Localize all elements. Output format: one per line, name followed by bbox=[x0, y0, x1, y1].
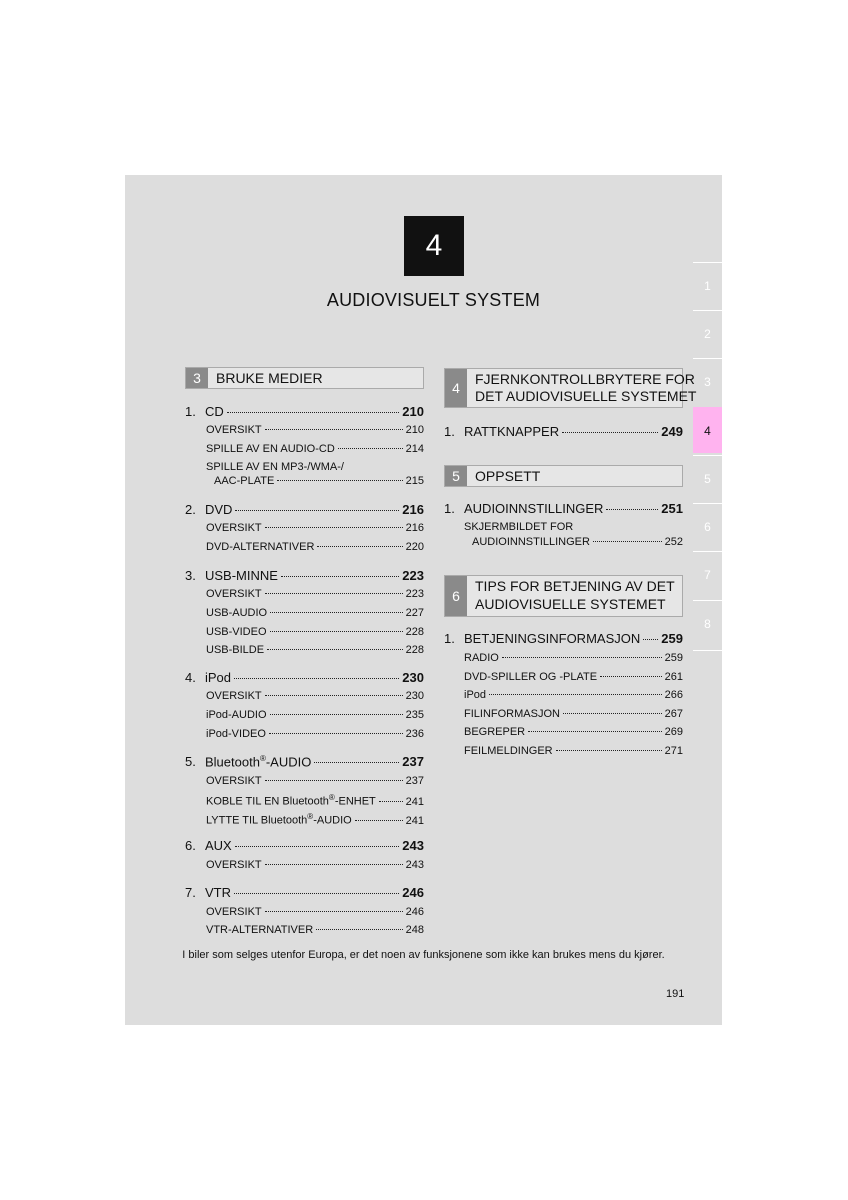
subentry-title: DVD-ALTERNATIVER bbox=[206, 541, 315, 553]
subentry-page: 267 bbox=[664, 708, 683, 720]
dot-leader bbox=[265, 593, 403, 594]
side-tab-6[interactable]: 6 bbox=[693, 503, 722, 549]
toc-subentry[interactable] bbox=[464, 745, 683, 757]
toc-subentry[interactable] bbox=[206, 522, 424, 534]
dot-leader bbox=[265, 695, 403, 696]
section-6-header bbox=[444, 575, 683, 617]
page-number: 191 bbox=[666, 988, 685, 1000]
entry-number: 5. bbox=[185, 754, 196, 770]
toc-entry-dvd[interactable] bbox=[185, 502, 424, 517]
subentry-title: OVERSIKT bbox=[206, 859, 262, 871]
dot-leader bbox=[562, 432, 658, 433]
section-5-header bbox=[444, 465, 683, 487]
subentry-page: 235 bbox=[405, 709, 424, 721]
dot-leader bbox=[265, 864, 403, 865]
subentry-title bbox=[206, 793, 376, 808]
subentry-page: 248 bbox=[405, 924, 424, 936]
entry-number: 7. bbox=[185, 885, 196, 900]
section-label-line1: FJERNKONTROLLBRYTERE FOR bbox=[475, 371, 695, 387]
subentry-title: RADIO bbox=[464, 652, 499, 664]
subentry-title: OVERSIKT bbox=[206, 522, 262, 534]
dot-leader bbox=[265, 911, 403, 912]
subentry-title: iPod bbox=[464, 689, 487, 701]
subentry-page: 237 bbox=[405, 775, 424, 787]
section-number: 6 bbox=[445, 576, 467, 616]
subentry-page: 241 bbox=[405, 795, 424, 808]
side-tab-3[interactable]: 3 bbox=[693, 358, 722, 404]
subentry-page: 228 bbox=[405, 626, 424, 638]
entry-page: 237 bbox=[402, 754, 424, 770]
subentry-page: 259 bbox=[664, 652, 683, 664]
entry-number: 1. bbox=[444, 424, 455, 439]
subentry-page: 271 bbox=[664, 745, 683, 757]
subentry-page: 246 bbox=[405, 906, 424, 918]
dot-leader bbox=[606, 509, 658, 510]
chapter-number-box: 4 bbox=[404, 216, 464, 276]
toc-subentry[interactable] bbox=[206, 709, 424, 721]
dot-leader bbox=[234, 678, 399, 679]
subentry-page: 228 bbox=[405, 644, 424, 656]
toc-subentry[interactable] bbox=[472, 536, 683, 548]
toc-entry-bluetooth[interactable] bbox=[185, 754, 424, 769]
dot-leader bbox=[316, 929, 402, 930]
subentry-title: iPod-VIDEO bbox=[206, 728, 266, 740]
subentry-page: 210 bbox=[405, 424, 424, 436]
subentry-page: 241 bbox=[405, 814, 424, 827]
dot-leader bbox=[593, 541, 662, 542]
subentry-page: 266 bbox=[664, 689, 683, 701]
dot-leader bbox=[281, 576, 399, 577]
toc-subentry[interactable] bbox=[206, 812, 424, 827]
toc-subentry[interactable] bbox=[464, 689, 683, 701]
entry-title: RATTKNAPPER bbox=[464, 424, 560, 439]
subentry-title: AAC-PLATE bbox=[214, 475, 275, 487]
toc-subentry[interactable] bbox=[464, 671, 683, 683]
entry-number: 2. bbox=[185, 502, 196, 517]
toc-subentry[interactable] bbox=[206, 424, 424, 436]
registered-mark: ® bbox=[259, 754, 266, 763]
dot-leader bbox=[643, 639, 658, 640]
entry-title bbox=[205, 754, 311, 769]
toc-subentry[interactable] bbox=[464, 708, 683, 720]
entry-number: 1. bbox=[185, 404, 196, 419]
subentry-title: AUDIOINNSTILLINGER bbox=[472, 536, 590, 548]
registered-mark: ® bbox=[328, 793, 335, 802]
subentry-title: OVERSIKT bbox=[206, 690, 262, 702]
dot-leader bbox=[234, 893, 399, 894]
entry-title: BETJENINGSINFORMASJON bbox=[464, 631, 641, 646]
subentry-title: SPILLE AV EN AUDIO-CD bbox=[206, 443, 335, 455]
toc-entry-audioinnstillinger[interactable] bbox=[444, 501, 683, 516]
toc-subentry[interactable] bbox=[206, 775, 424, 787]
toc-subentry[interactable] bbox=[206, 924, 424, 936]
dot-leader bbox=[600, 676, 662, 677]
section-label-line2: DET AUDIOVISUELLE SYSTEMET bbox=[475, 388, 697, 404]
toc-subentry[interactable] bbox=[206, 626, 424, 638]
subentry-page: 214 bbox=[405, 443, 424, 455]
dot-leader bbox=[563, 713, 662, 714]
side-tab-8[interactable]: 8 bbox=[693, 600, 722, 646]
entry-page: 230 bbox=[402, 670, 424, 685]
subentry-page: 216 bbox=[405, 522, 424, 534]
dot-leader bbox=[267, 649, 403, 650]
subentry-title-line1: SKJERMBILDET FOR bbox=[464, 521, 574, 533]
entry-title: AUDIOINNSTILLINGER bbox=[464, 501, 604, 516]
dot-leader bbox=[265, 527, 403, 528]
subentry-title: FEILMELDINGER bbox=[464, 745, 553, 757]
toc-entry-usb[interactable] bbox=[185, 568, 424, 583]
section-number: 4 bbox=[445, 369, 467, 407]
subentry-page: 223 bbox=[405, 588, 424, 600]
entry-page: 246 bbox=[402, 885, 424, 900]
entry-page: 249 bbox=[661, 424, 683, 439]
subentry-title: DVD-SPILLER OG -PLATE bbox=[464, 671, 598, 683]
subentry-page: 220 bbox=[405, 541, 424, 553]
dot-leader bbox=[265, 780, 403, 781]
side-tab-1[interactable]: 1 bbox=[693, 262, 722, 308]
side-tab-2[interactable]: 2 bbox=[693, 310, 722, 356]
subentry-page: 261 bbox=[664, 671, 683, 683]
toc-entry-rattknapper[interactable] bbox=[444, 424, 683, 439]
entry-page: 223 bbox=[402, 568, 424, 583]
subentry-title-part: KOBLE TIL EN Bluetooth bbox=[206, 795, 329, 808]
toc-subentry[interactable] bbox=[206, 728, 424, 740]
subentry-title: OVERSIKT bbox=[206, 906, 262, 918]
footnote: I biler som selges utenfor Europa, er det noen av funksjonene som ikke kan brukes mens du kjører. bbox=[182, 949, 665, 961]
toc-entry-aux[interactable] bbox=[185, 838, 424, 853]
subentry-title-part: -ENHET bbox=[334, 795, 376, 808]
entry-page: 243 bbox=[402, 838, 424, 853]
section-label-line1: TIPS FOR BETJENING AV DET bbox=[475, 578, 675, 594]
entry-number: 1. bbox=[444, 501, 455, 516]
dot-leader bbox=[314, 762, 399, 763]
entry-title-part: Bluetooth bbox=[205, 754, 260, 770]
subentry-page: 252 bbox=[664, 536, 683, 548]
toc-subentry[interactable] bbox=[206, 541, 424, 553]
subentry-page: 227 bbox=[405, 607, 424, 619]
entry-page: 216 bbox=[402, 502, 424, 517]
section-label-line2: AUDIOVISUELLE SYSTEMET bbox=[475, 596, 666, 612]
dot-leader bbox=[235, 846, 400, 847]
toc-subentry[interactable] bbox=[214, 475, 424, 487]
side-tab-5[interactable]: 5 bbox=[693, 455, 722, 501]
entry-number: 6. bbox=[185, 838, 196, 853]
entry-number: 1. bbox=[444, 631, 455, 646]
subentry-page: 243 bbox=[405, 859, 424, 871]
section-label: OPPSETT bbox=[475, 468, 541, 484]
section-label: BRUKE MEDIER bbox=[216, 370, 323, 386]
subentry-title: VTR-ALTERNATIVER bbox=[206, 924, 314, 936]
section-number: 5 bbox=[445, 466, 467, 486]
subentry-title bbox=[206, 812, 352, 827]
toc-subentry[interactable] bbox=[206, 443, 424, 455]
dot-leader bbox=[270, 631, 403, 632]
registered-mark: ® bbox=[307, 812, 314, 821]
dot-leader bbox=[270, 612, 403, 613]
entry-title: USB-MINNE bbox=[205, 568, 278, 583]
dot-leader bbox=[269, 733, 403, 734]
subentry-title: OVERSIKT bbox=[206, 775, 262, 787]
toc-subentry[interactable] bbox=[206, 690, 424, 702]
subentry-title: USB-AUDIO bbox=[206, 607, 268, 619]
toc-subentry[interactable] bbox=[206, 793, 424, 808]
entry-page: 251 bbox=[661, 501, 683, 516]
entry-title: DVD bbox=[205, 502, 233, 517]
dot-leader bbox=[338, 448, 403, 449]
subentry-title: FILINFORMASJON bbox=[464, 708, 560, 720]
toc-subentry[interactable] bbox=[206, 607, 424, 619]
entry-title: VTR bbox=[205, 885, 231, 900]
subentry-page: 215 bbox=[405, 475, 424, 487]
toc-entry-cd[interactable] bbox=[185, 404, 424, 419]
subentry-title: USB-BILDE bbox=[206, 644, 265, 656]
subentry-title: BEGREPER bbox=[464, 726, 526, 738]
entry-number: 4. bbox=[185, 670, 196, 685]
dot-leader bbox=[502, 657, 662, 658]
subentry-title-part: -AUDIO bbox=[313, 814, 352, 827]
toc-entry-ipod[interactable] bbox=[185, 670, 424, 685]
dot-leader bbox=[270, 714, 403, 715]
dot-leader bbox=[489, 694, 662, 695]
entry-page: 259 bbox=[661, 631, 683, 646]
toc-entry-vtr[interactable] bbox=[185, 885, 424, 900]
chapter-title: AUDIOVISUELT SYSTEM bbox=[326, 290, 541, 310]
subentry-title: OVERSIKT bbox=[206, 588, 262, 600]
toc-subentry[interactable] bbox=[206, 906, 424, 918]
side-tab-7[interactable]: 7 bbox=[693, 551, 722, 597]
subentry-title-line1: SPILLE AV EN MP3-/WMA-/ bbox=[206, 461, 344, 473]
subentry-page: 236 bbox=[405, 728, 424, 740]
entry-title: iPod bbox=[205, 670, 232, 685]
entry-title: AUX bbox=[205, 838, 232, 853]
toc-subentry[interactable] bbox=[206, 859, 424, 871]
subentry-title: OVERSIKT bbox=[206, 424, 262, 436]
entry-title-part: -AUDIO bbox=[265, 754, 312, 770]
dot-leader bbox=[277, 480, 402, 481]
subentry-title-part: LYTTE TIL Bluetooth bbox=[206, 814, 308, 827]
dot-leader bbox=[528, 731, 662, 732]
dot-leader bbox=[235, 510, 399, 511]
dot-leader bbox=[355, 820, 403, 821]
subentry-title: USB-VIDEO bbox=[206, 626, 267, 638]
subentry-title: iPod-AUDIO bbox=[206, 709, 267, 721]
toc-subentry[interactable] bbox=[464, 726, 683, 738]
subentry-page: 269 bbox=[664, 726, 683, 738]
dot-leader bbox=[556, 750, 662, 751]
subentry-page: 230 bbox=[405, 690, 424, 702]
toc-subentry[interactable] bbox=[464, 652, 683, 664]
section-4-header bbox=[444, 368, 697, 408]
entry-number: 3. bbox=[185, 568, 196, 583]
dot-leader bbox=[317, 546, 402, 547]
entry-title: CD bbox=[205, 404, 224, 419]
section-3-header bbox=[185, 367, 424, 389]
side-tab-4-active[interactable]: 4 bbox=[693, 407, 722, 453]
dot-leader bbox=[379, 801, 403, 802]
dot-leader bbox=[265, 429, 403, 430]
section-number: 3 bbox=[186, 368, 208, 388]
side-tab-9[interactable] bbox=[693, 650, 722, 678]
toc-subentry[interactable] bbox=[206, 644, 424, 656]
entry-page: 210 bbox=[402, 404, 424, 419]
toc-entry-betjeningsinformasjon[interactable] bbox=[444, 631, 683, 646]
dot-leader bbox=[227, 412, 400, 413]
toc-subentry[interactable] bbox=[206, 588, 424, 600]
